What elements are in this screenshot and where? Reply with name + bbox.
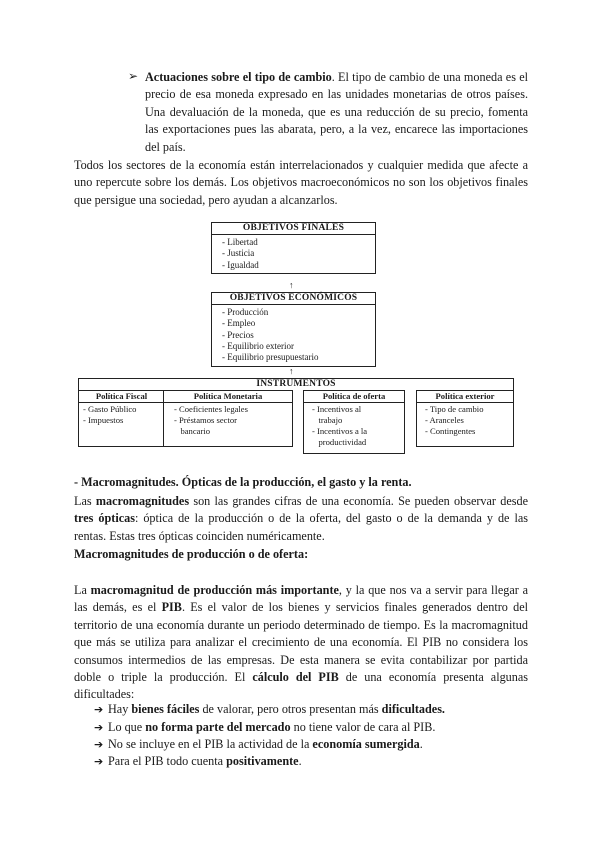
box-instrumentos-title: INSTRUMENTOS (256, 379, 336, 389)
box-objetivos-economicos-title: OBJETIVOS ECONÓMICOS (212, 293, 375, 305)
col-item: bancario (174, 426, 211, 436)
instrument-col-monetaria (163, 390, 293, 447)
text-run: . (419, 737, 423, 751)
col-title: Política de oferta (304, 391, 404, 403)
list-item (94, 719, 435, 736)
bullet-text: . El tipo de cambio de una moneda es el precio de esa moneda expresado en las unidades monetarias de otros países. Una devaluación de la moneda, que es una reducción de su precio, fomenta las exportaciones pues las abarata, pero, a la vez, encarece las importaciones del país. (145, 70, 528, 154)
bullet-title: Actuaciones sobre el tipo de cambio (145, 70, 332, 84)
finales-item: - Libertad (222, 237, 258, 247)
economicos-item: - Precios (222, 329, 254, 340)
instrument-col-oferta (303, 390, 405, 454)
arrow-right-icon: ➔ (94, 703, 104, 716)
col-item: productividad (312, 437, 367, 447)
text-bold: tres ópticas (74, 511, 135, 526)
col-item: - Incentivos a la (312, 426, 368, 436)
text-run: La (74, 583, 91, 597)
section-heading-macromagnitudes: - Macromagnitudes. Ópticas de la producción, el gasto y la renta. (74, 475, 412, 489)
text-run: No se incluye en el PIB la actividad de la (108, 737, 313, 751)
bullet-marker: ➢ (128, 69, 139, 83)
text-run: Lo que (108, 720, 146, 734)
col-item: - Impuestos (83, 415, 124, 425)
text-bold: economía sumergida (312, 737, 420, 751)
col-title: Política Fiscal (79, 391, 164, 403)
text-bold: cálculo del PIB (252, 670, 339, 685)
text-run: , y la que nos va a servir para llegar a las demás, es el (74, 583, 528, 615)
text-bold: macromagnitud de producción más importante (90, 583, 339, 597)
pib-paragraph (74, 582, 528, 704)
text-bold: PIB (161, 600, 182, 615)
subheading-produccion: Macromagnitudes de producción o de oferta: (74, 547, 309, 561)
col-item: - Aranceles (425, 415, 464, 425)
box-objetivos-finales (211, 222, 376, 274)
col-title: Política exterior (417, 391, 513, 403)
box-objetivos-finales-title: OBJETIVOS FINALES (212, 223, 375, 235)
text-run: de una economía presenta algunas dificultades: (74, 670, 529, 702)
text-run: Hay (108, 702, 132, 716)
intro-paragraph: Todos los sectores de la economía están interrelacionados y cualquier medida que afecte a uno repercute sobre los demás. Los objetivos macroeconómicos no son los objetivos finales que persigue una sociedad, pero ayudan a alcanzarlos. (74, 158, 528, 207)
col-item: - Tipo de cambio (425, 404, 484, 414)
text-run: Para el PIB todo cuenta (108, 754, 227, 768)
col-title: Política Monetaria (164, 391, 292, 403)
text-run: de valorar, pero otros presentan más (199, 702, 382, 716)
economicos-item: - Producción (222, 307, 269, 317)
arrow-up-icon: ↑ (289, 366, 294, 376)
instrument-col-exterior (416, 390, 514, 447)
arrow-right-icon: ➔ (94, 721, 104, 734)
box-objetivos-economicos (211, 292, 376, 367)
economicos-item: - Equilibrio presupuestario (222, 352, 319, 363)
list-item (94, 701, 445, 718)
arrow-right-icon: ➔ (94, 755, 104, 768)
text-run: . (298, 754, 302, 768)
col-item: - Contingentes (425, 426, 476, 436)
text-bold: macromagnitudes (95, 494, 190, 508)
text-bold: dificultades. (381, 702, 445, 716)
bullet-tipo-cambio (145, 69, 528, 156)
list-item (94, 736, 423, 753)
text-run: : óptica de la producción o de la oferta, del gasto o de la demanda y de las rentas. Estas tres ópticas coinciden numéricamente. (74, 511, 528, 543)
finales-item: - Igualdad (222, 259, 259, 270)
text-run: son las grandes cifras de una economía. Se pueden observar desde (189, 494, 528, 508)
economicos-item: - Empleo (222, 318, 256, 329)
arrow-up-icon: ↑ (289, 280, 294, 290)
text-bold: positivamente (226, 754, 299, 768)
col-item: - Coeficientes legales (174, 404, 248, 414)
col-item: - Préstamos sector (174, 415, 238, 425)
instrument-col-fiscal (78, 390, 165, 447)
list-item (94, 753, 302, 770)
col-item: trabajo (312, 415, 343, 425)
text-run: no tiene valor de cara al PIB. (290, 720, 436, 734)
text-run: . Es el valor de los bienes y servicios finales generados dentro del territorio de una economía durante un periodo determinado de tiempo. Es la macromagnitud que más se utiliza para analizar el crecimiento de una economía. El PIB no considera los consumos intermedios de las empresas. De esta manera se evita contabilizar por partida doble o triple la producción. El (74, 600, 529, 685)
finales-item: - Justicia (222, 248, 255, 259)
col-item: - Gasto Público (83, 404, 137, 414)
text-run: Las (74, 494, 96, 508)
col-item: - Incentivos al (312, 404, 362, 414)
economicos-item: - Equilibrio exterior (222, 340, 294, 351)
text-bold: no forma parte del mercado (145, 720, 291, 734)
macromagnitudes-paragraph (74, 493, 528, 545)
arrow-right-icon: ➔ (94, 738, 104, 751)
text-bold: bienes fáciles (131, 702, 200, 716)
